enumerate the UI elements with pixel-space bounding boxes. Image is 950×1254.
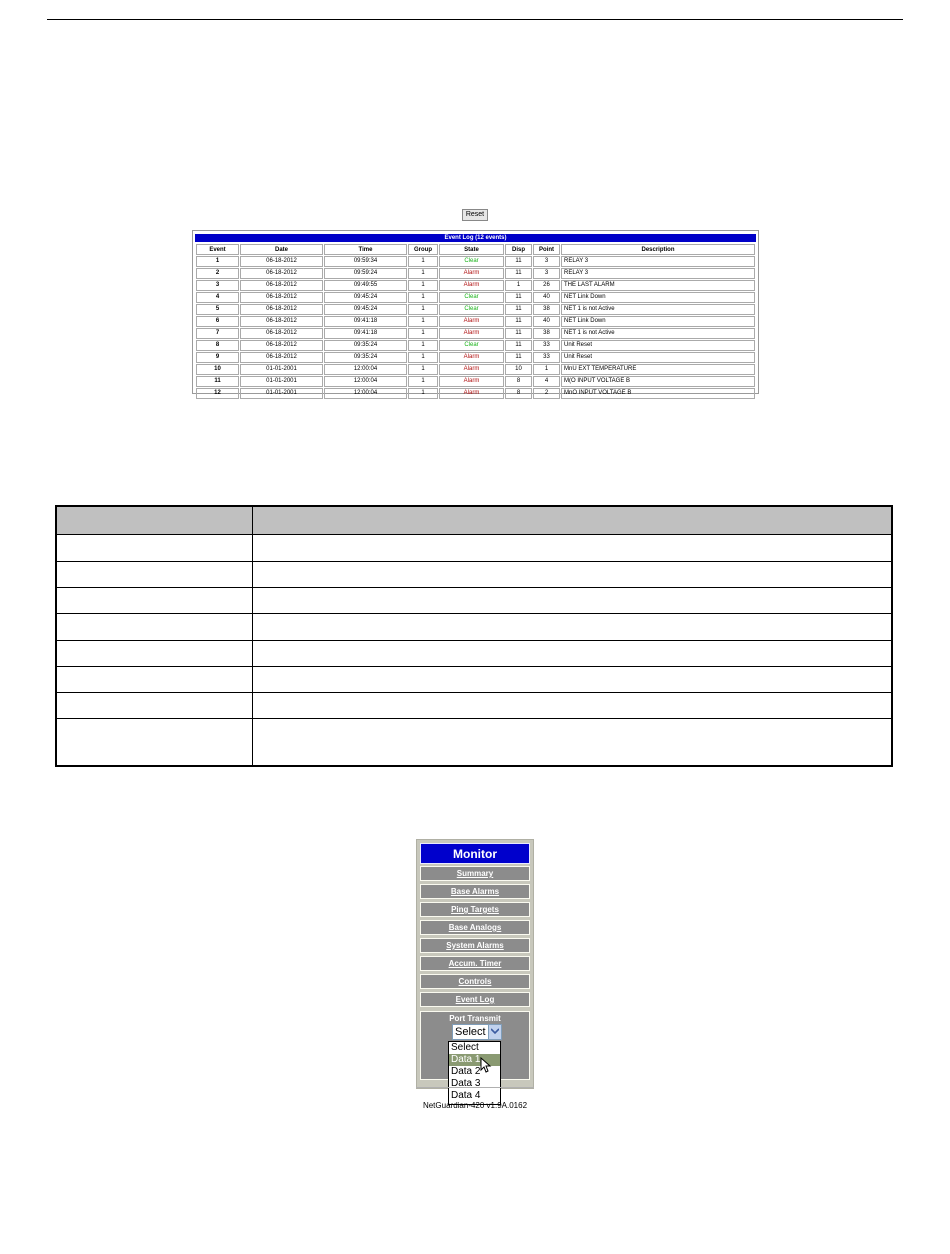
cell-state: Clear — [439, 292, 504, 303]
cell-date: 06-18-2012 — [240, 316, 323, 327]
cell-state: Alarm — [439, 376, 504, 387]
cell-state: Clear — [439, 256, 504, 267]
column-header: Disp — [505, 244, 532, 255]
cell-event: 9 — [196, 352, 239, 363]
table-row — [196, 316, 755, 327]
menu-item-event-log[interactable]: Event Log — [420, 992, 530, 1007]
cell-point: 40 — [533, 316, 560, 327]
cell-time: 09:35:24 — [324, 352, 407, 363]
table-row — [196, 388, 755, 399]
select-value: Select — [455, 1026, 486, 1038]
cell-state: Alarm — [439, 364, 504, 375]
column-header: Point — [533, 244, 560, 255]
table-row — [196, 364, 755, 375]
menu-item-ping-targets[interactable]: Ping Targets — [420, 902, 530, 917]
mouse-cursor-icon — [480, 1057, 492, 1073]
reset-button[interactable]: Reset — [462, 209, 488, 221]
menu-item-controls[interactable]: Controls — [420, 974, 530, 989]
dropdown-option[interactable]: Select — [451, 1042, 479, 1053]
cell-group: 1 — [408, 256, 438, 267]
cell-point: 26 — [533, 280, 560, 291]
cell-point: 4 — [533, 376, 560, 387]
dropdown-option[interactable]: Data 3 — [451, 1078, 481, 1089]
cell-date: 06-18-2012 — [240, 268, 323, 279]
cell-desc: THE LAST ALARM — [561, 280, 755, 291]
table-row — [196, 292, 755, 303]
column-header: State — [439, 244, 504, 255]
cell-desc: NET Link Down — [561, 292, 755, 303]
cell-point: 3 — [533, 256, 560, 267]
header-cell — [56, 506, 253, 535]
cell-point: 33 — [533, 352, 560, 363]
table-row — [196, 256, 755, 267]
dropdown-option[interactable]: Data 2 — [451, 1066, 481, 1077]
cell-desc: M(O INPUT VOLTAGE B — [561, 376, 755, 387]
column-header: Group — [408, 244, 438, 255]
cell-event: 5 — [196, 304, 239, 315]
cell-date: 01-01-2001 — [240, 364, 323, 375]
cell-group: 1 — [408, 364, 438, 375]
table-row — [196, 304, 755, 315]
cell-point: 33 — [533, 340, 560, 351]
cell-time: 09:45:24 — [324, 292, 407, 303]
cell-event: 3 — [196, 280, 239, 291]
cell-group: 1 — [408, 376, 438, 387]
dropdown-option[interactable]: Data 1 — [449, 1054, 500, 1066]
table-row — [56, 535, 892, 561]
firmware-version: NetGuardian-420 v1.9A.0162 — [422, 1101, 528, 1110]
cell-disp: 11 — [505, 316, 532, 327]
table-row — [56, 666, 892, 692]
cell-time: 09:45:24 — [324, 304, 407, 315]
cell-desc: RELAY 3 — [561, 268, 755, 279]
cell-time: 12:00:04 — [324, 388, 407, 399]
cell-point: 38 — [533, 304, 560, 315]
table-row — [196, 340, 755, 351]
cell-event: 8 — [196, 340, 239, 351]
cell-desc: NET Link Down — [561, 316, 755, 327]
cell-time: 09:41:18 — [324, 316, 407, 327]
cell-disp: 11 — [505, 352, 532, 363]
cell-group: 1 — [408, 268, 438, 279]
cell-disp: 10 — [505, 364, 532, 375]
menu-item-base-alarms[interactable]: Base Alarms — [420, 884, 530, 899]
chevron-down-icon[interactable] — [488, 1025, 501, 1039]
table-row — [196, 376, 755, 387]
cell-group: 1 — [408, 328, 438, 339]
cell-state: Alarm — [439, 328, 504, 339]
cell-date: 06-18-2012 — [240, 352, 323, 363]
cell-point: 40 — [533, 292, 560, 303]
cell-date: 06-18-2012 — [240, 292, 323, 303]
port-transmit-label: Port Transmit — [449, 1014, 501, 1023]
cell-time: 09:49:55 — [324, 280, 407, 291]
table-row — [196, 280, 755, 291]
cell-group: 1 — [408, 352, 438, 363]
cell-disp: 11 — [505, 292, 532, 303]
cell-desc: NET 1 is not Active — [561, 328, 755, 339]
cell-disp: 11 — [505, 328, 532, 339]
menu-item-system-alarms[interactable]: System Alarms — [420, 938, 530, 953]
header-rule — [47, 19, 903, 20]
port-transmit-dropdown[interactable] — [448, 1041, 501, 1105]
cell-time: 09:59:24 — [324, 268, 407, 279]
cell-event: 7 — [196, 328, 239, 339]
cell-disp: 11 — [505, 340, 532, 351]
cell-state: Alarm — [439, 316, 504, 327]
menu-item-accum-timer[interactable]: Accum. Timer — [420, 956, 530, 971]
cell-event: 10 — [196, 364, 239, 375]
cell-time: 09:35:24 — [324, 340, 407, 351]
column-header: Time — [324, 244, 407, 255]
cell-desc: Unit Reset — [561, 340, 755, 351]
cell-event: 1 — [196, 256, 239, 267]
cell-group: 1 — [408, 292, 438, 303]
cell-disp: 11 — [505, 304, 532, 315]
cell-disp: 11 — [505, 268, 532, 279]
cell-time: 12:00:04 — [324, 364, 407, 375]
table-row — [56, 614, 892, 640]
cell-event: 4 — [196, 292, 239, 303]
cell-point: 1 — [533, 364, 560, 375]
cell-point: 2 — [533, 388, 560, 399]
cell-group: 1 — [408, 388, 438, 399]
cell-group: 1 — [408, 340, 438, 351]
table-row — [56, 561, 892, 587]
cell-time: 12:00:04 — [324, 376, 407, 387]
column-header: Description — [561, 244, 755, 255]
cell-point: 3 — [533, 268, 560, 279]
cell-disp: 11 — [505, 256, 532, 267]
table-row — [56, 640, 892, 666]
cell-desc: NET 1 is not Active — [561, 304, 755, 315]
event-log-table — [195, 243, 756, 400]
cell-event: 11 — [196, 376, 239, 387]
table-row — [56, 693, 892, 719]
cell-date: 01-01-2001 — [240, 388, 323, 399]
cell-group: 1 — [408, 280, 438, 291]
event-log-panel — [192, 230, 759, 394]
cell-state: Clear — [439, 340, 504, 351]
menu-item-summary[interactable]: Summary — [420, 866, 530, 881]
dropdown-option[interactable]: Data 4 — [451, 1090, 481, 1101]
cell-state: Alarm — [439, 352, 504, 363]
port-transmit-select[interactable] — [452, 1024, 502, 1040]
column-header: Date — [240, 244, 323, 255]
table-row — [56, 719, 892, 766]
cell-disp: 8 — [505, 388, 532, 399]
table-row — [56, 587, 892, 613]
cell-time: 09:59:34 — [324, 256, 407, 267]
cell-disp: 1 — [505, 280, 532, 291]
header-cell — [253, 506, 893, 535]
cell-state: Alarm — [439, 388, 504, 399]
cell-group: 1 — [408, 304, 438, 315]
cell-desc: RELAY 3 — [561, 256, 755, 267]
monitor-title: Monitor — [420, 843, 530, 864]
cell-date: 06-18-2012 — [240, 256, 323, 267]
cell-disp: 8 — [505, 376, 532, 387]
cell-time: 09:41:18 — [324, 328, 407, 339]
cell-date: 06-18-2012 — [240, 328, 323, 339]
cell-desc: Unit Reset — [561, 352, 755, 363]
event-log-title: Event Log (12 events) — [195, 234, 756, 242]
cell-state: Alarm — [439, 280, 504, 291]
cell-date: 06-18-2012 — [240, 340, 323, 351]
cell-state: Clear — [439, 304, 504, 315]
cell-event: 12 — [196, 388, 239, 399]
description-table — [55, 505, 893, 767]
cell-state: Alarm — [439, 268, 504, 279]
cell-date: 01-01-2001 — [240, 376, 323, 387]
cell-group: 1 — [408, 316, 438, 327]
table-row — [196, 328, 755, 339]
menu-divider — [416, 1087, 534, 1088]
cell-point: 38 — [533, 328, 560, 339]
cell-date: 06-18-2012 — [240, 280, 323, 291]
column-header: Event — [196, 244, 239, 255]
cell-event: 6 — [196, 316, 239, 327]
table-row — [196, 352, 755, 363]
menu-item-base-analogs[interactable]: Base Analogs — [420, 920, 530, 935]
cell-event: 2 — [196, 268, 239, 279]
cell-desc: MnU EXT TEMPERATURE — [561, 364, 755, 375]
cell-date: 06-18-2012 — [240, 304, 323, 315]
table-row — [196, 268, 755, 279]
cell-desc: MnO INPUT VOLTAGE B — [561, 388, 755, 399]
